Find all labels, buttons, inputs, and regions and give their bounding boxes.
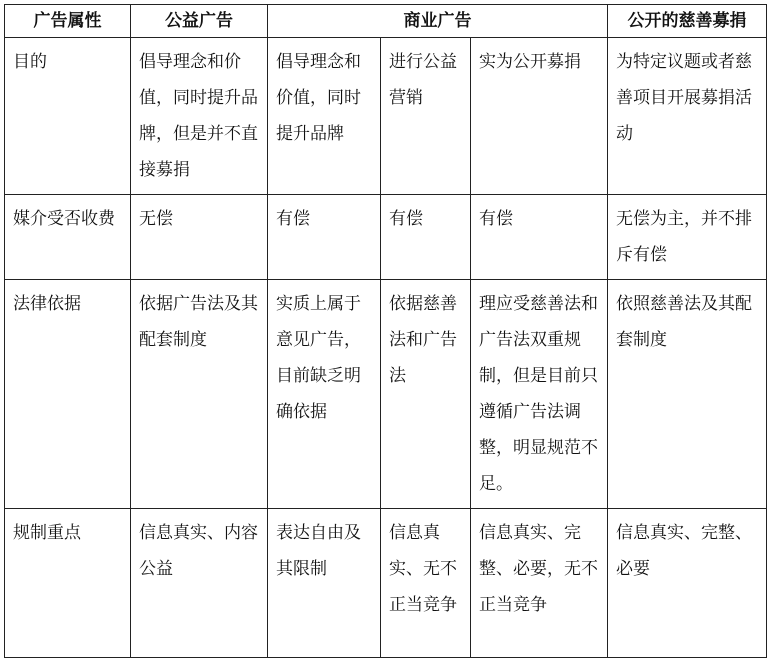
- cell-commercial-2: 依据慈善法和广告法: [381, 280, 471, 509]
- header-attribute: 广告属性: [5, 5, 131, 38]
- table-row: [5, 280, 767, 509]
- comparison-table: [4, 4, 767, 658]
- cell-commercial-1: 表达自由及其限制: [268, 509, 381, 658]
- row-label: 媒介受否收费: [5, 195, 131, 280]
- row-label: 法律依据: [5, 280, 131, 509]
- cell-commercial-2: 有偿: [381, 195, 471, 280]
- cell-commercial-1: 倡导理念和价值，同时提升品牌: [268, 38, 381, 195]
- cell-commercial-3: 有偿: [471, 195, 608, 280]
- cell-commercial-2: 进行公益营销: [381, 38, 471, 195]
- cell-public: 无偿: [131, 195, 268, 280]
- cell-commercial-1: 有偿: [268, 195, 381, 280]
- cell-public: 信息真实、内容公益: [131, 509, 268, 658]
- cell-charity: 为特定议题或者慈善项目开展募捐活动: [608, 38, 767, 195]
- table-row: [5, 38, 767, 195]
- header-public-ad: 公益广告: [131, 5, 268, 38]
- cell-charity: 依照慈善法及其配套制度: [608, 280, 767, 509]
- table-row: [5, 195, 767, 280]
- header-row: [5, 5, 767, 38]
- cell-charity: 无偿为主，并不排斥有偿: [608, 195, 767, 280]
- cell-public: 依据广告法及其配套制度: [131, 280, 268, 509]
- table-row: [5, 509, 767, 658]
- header-commercial-ad: 商业广告: [268, 5, 608, 38]
- cell-commercial-2: 信息真实、无不正当竞争: [381, 509, 471, 658]
- cell-commercial-3: 实为公开募捐: [471, 38, 608, 195]
- cell-commercial-3: 信息真实、完整、必要，无不正当竞争: [471, 509, 608, 658]
- row-label: 规制重点: [5, 509, 131, 658]
- row-label: 目的: [5, 38, 131, 195]
- cell-commercial-3: 理应受慈善法和广告法双重规制，但是目前只遵循广告法调整，明显规范不足。: [471, 280, 608, 509]
- cell-charity: 信息真实、完整、必要: [608, 509, 767, 658]
- cell-commercial-1: 实质上属于意见广告，目前缺乏明确依据: [268, 280, 381, 509]
- header-charity-fundraising: 公开的慈善募捐: [608, 5, 767, 38]
- cell-public: 倡导理念和价值，同时提升品牌，但是并不直接募捐: [131, 38, 268, 195]
